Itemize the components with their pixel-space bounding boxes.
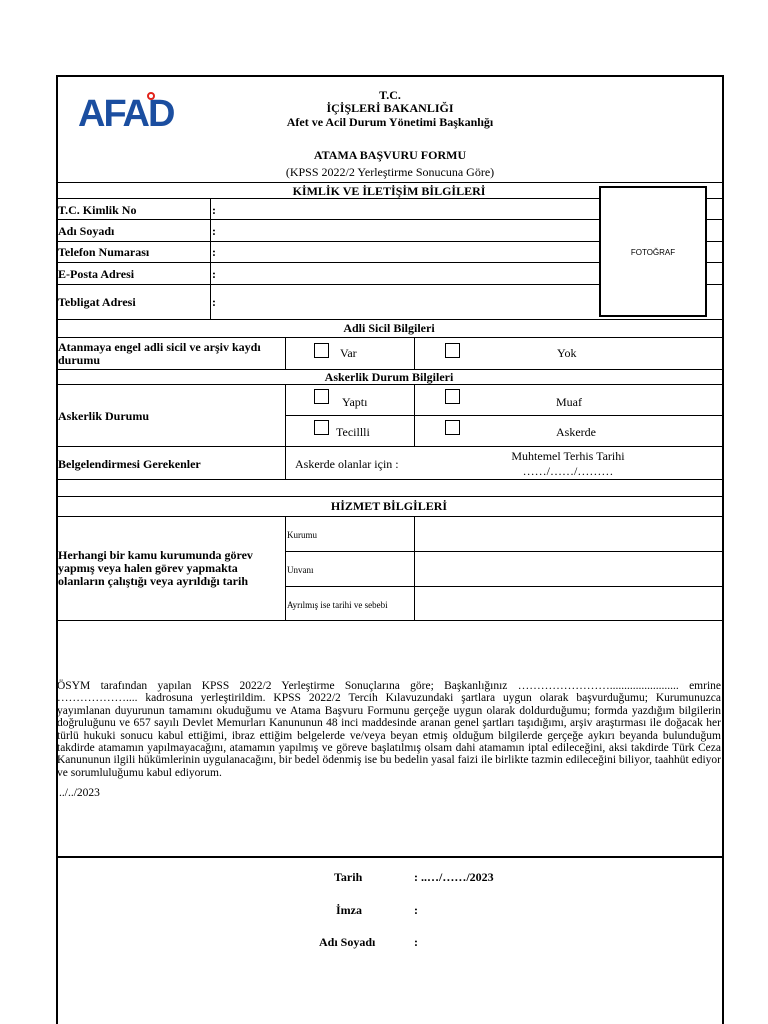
declaration-date: ../../2023 (59, 787, 100, 799)
sign-input[interactable]: : (414, 903, 418, 917)
field-label: E-Posta Adresi (58, 267, 135, 281)
rule (56, 319, 724, 320)
service-title-label: Unvanı (287, 565, 314, 575)
sign-name-label: Adı Soyadı (319, 935, 376, 949)
sign-label: İmza (336, 903, 362, 917)
military-serving-checkbox[interactable] (445, 420, 460, 435)
rule (56, 182, 724, 183)
form-title: ATAMA BAŞVURU FORMU (313, 148, 467, 162)
military-done-checkbox[interactable] (314, 389, 329, 404)
frame-top (56, 75, 724, 77)
service-label-line3: olanların çalıştığı veya ayrıldığı tarih (58, 574, 248, 588)
rule (56, 856, 724, 858)
service-title-input[interactable] (416, 553, 720, 585)
identity-section-title: KİMLİK VE İLETİŞİM BİLGİLERİ (292, 184, 486, 198)
service-leave-label: Ayrılmış ise tarihi ve sebebi (287, 600, 388, 610)
service-institution-input[interactable] (416, 518, 720, 550)
service-section-title: HİZMET BİLGİLERİ (330, 499, 448, 513)
rule (414, 384, 415, 446)
criminal-label-line1: Atanmaya engel adli sicil ve arşiv kaydı (58, 340, 261, 354)
military-exempt-label: Muaf (556, 395, 582, 409)
military-deferred-checkbox[interactable] (314, 420, 329, 435)
rule (56, 337, 724, 338)
rule (56, 446, 724, 447)
service-leave-input[interactable] (416, 588, 720, 619)
rule (56, 496, 724, 497)
service-label-line2: yapmış veya halen görev yapmakta (58, 561, 238, 575)
colon: : (212, 267, 216, 281)
military-label: Askerlik Durumu (58, 409, 150, 423)
rule (285, 384, 286, 479)
military-serving-label: Askerde (556, 425, 596, 439)
field-label: Adı Soyadı (58, 224, 115, 238)
colon: : (212, 245, 216, 259)
rule (56, 516, 724, 517)
rule (210, 198, 211, 319)
form-subtitle: (KPSS 2022/2 Yerleştirme Sonucuna Göre) (285, 165, 495, 179)
rule (285, 337, 286, 369)
criminal-yok-label: Yok (557, 346, 577, 360)
header-ministry: İÇİŞLERİ BAKANLIĞI (326, 101, 454, 115)
photo-box[interactable] (599, 186, 707, 317)
criminal-label-line2: durumu (58, 353, 101, 367)
in-service-label: Askerde olanlar için : (295, 457, 399, 471)
military-done-label: Yaptı (342, 395, 368, 409)
criminal-section-title: Adli Sicil Bilgileri (343, 321, 435, 335)
discharge-date-input[interactable]: ……/……/……… (522, 464, 614, 478)
rule (56, 384, 724, 385)
rule (414, 516, 415, 620)
docs-label: Belgelendirmesi Gerekenler (58, 457, 201, 471)
logo-mark-icon (147, 92, 155, 100)
rule (285, 586, 724, 587)
rule (414, 337, 415, 369)
colon: : (212, 295, 216, 309)
colon: : (212, 203, 216, 217)
discharge-label: Muhtemel Terhis Tarihi (511, 449, 625, 463)
colon: : (212, 224, 216, 238)
service-label-line1: Herhangi bir kamu kurumunda görev (58, 548, 253, 562)
service-institution-label: Kurumu (287, 530, 317, 540)
afad-logo (78, 92, 174, 136)
criminal-var-checkbox[interactable] (314, 343, 329, 358)
rule (285, 415, 724, 416)
rule (285, 516, 286, 620)
header-presidency: Afet ve Acil Durum Yönetimi Başkanlığı (286, 115, 494, 129)
sign-date-input[interactable]: : ..…/……/2023 (414, 870, 494, 884)
military-deferred-label: Tecillli (336, 425, 370, 439)
sign-date-label: Tarih (334, 870, 363, 884)
rule (285, 551, 724, 552)
criminal-var-label: Var (340, 346, 357, 360)
sign-name-input[interactable]: : (414, 935, 418, 949)
photo-label: FOTOĞRAF (630, 248, 676, 257)
declaration-text: ÖSYM tarafından yapılan KPSS 2022/2 Yerleştirme Sonuçlarına göre; Başkanlığınız ……………………........................ emrine ……………….... kadrosuna yerleştirildim. KPSS 2022/2 Tercih Kılavuzundaki şartlara uygun olarak başvurduğumu; Kurumunuzca yayımlanan duyurunun tamamını okuduğumu ve Atama Başvuru Formunu gerçeğe uygun olarak doldurduğumu; formda yazdığım bilgilerin doğruluğunu ve 657 sayılı Devlet Memurları Kanununun 48 inci maddesinde aranan genel şartları taşıdığımı, arşiv araştırması ile doğacak her türlü hukuki sonucu kabul ettiğimi, ibraz ettiğim belgelerde ve/veya beyan etmiş olduğum bilgilerde gerçeğe aykırı beyanda bulunduğum takdirde atamamın yapılmayacağını, atamamın yapılmış ve göreve başlatılmış olsam dahi atamamın iptal edileceğini, aksi takdirde Türk Ceza Kanununun ilgili hükümlerinin uygulanacağını, bir bedel ödenmiş ise bu bedelin yasal faizi ile birlikte tazmin edileceğini biliyor, taahhüt ediyor ve sorumluluğumu kabul ediyorum. (57, 680, 721, 779)
frame-right (722, 75, 724, 1024)
field-label: T.C. Kimlik No (58, 203, 137, 217)
military-exempt-checkbox[interactable] (445, 389, 460, 404)
field-label: Tebligat Adresi (58, 295, 136, 309)
rule (56, 620, 724, 621)
rule (56, 479, 724, 480)
military-section-title: Askerlik Durum Bilgileri (324, 370, 454, 384)
field-label: Telefon Numarası (58, 245, 150, 259)
criminal-yok-checkbox[interactable] (445, 343, 460, 358)
afad-logo-text: AFAD (78, 93, 174, 135)
header-tc: T.C. (379, 88, 401, 102)
